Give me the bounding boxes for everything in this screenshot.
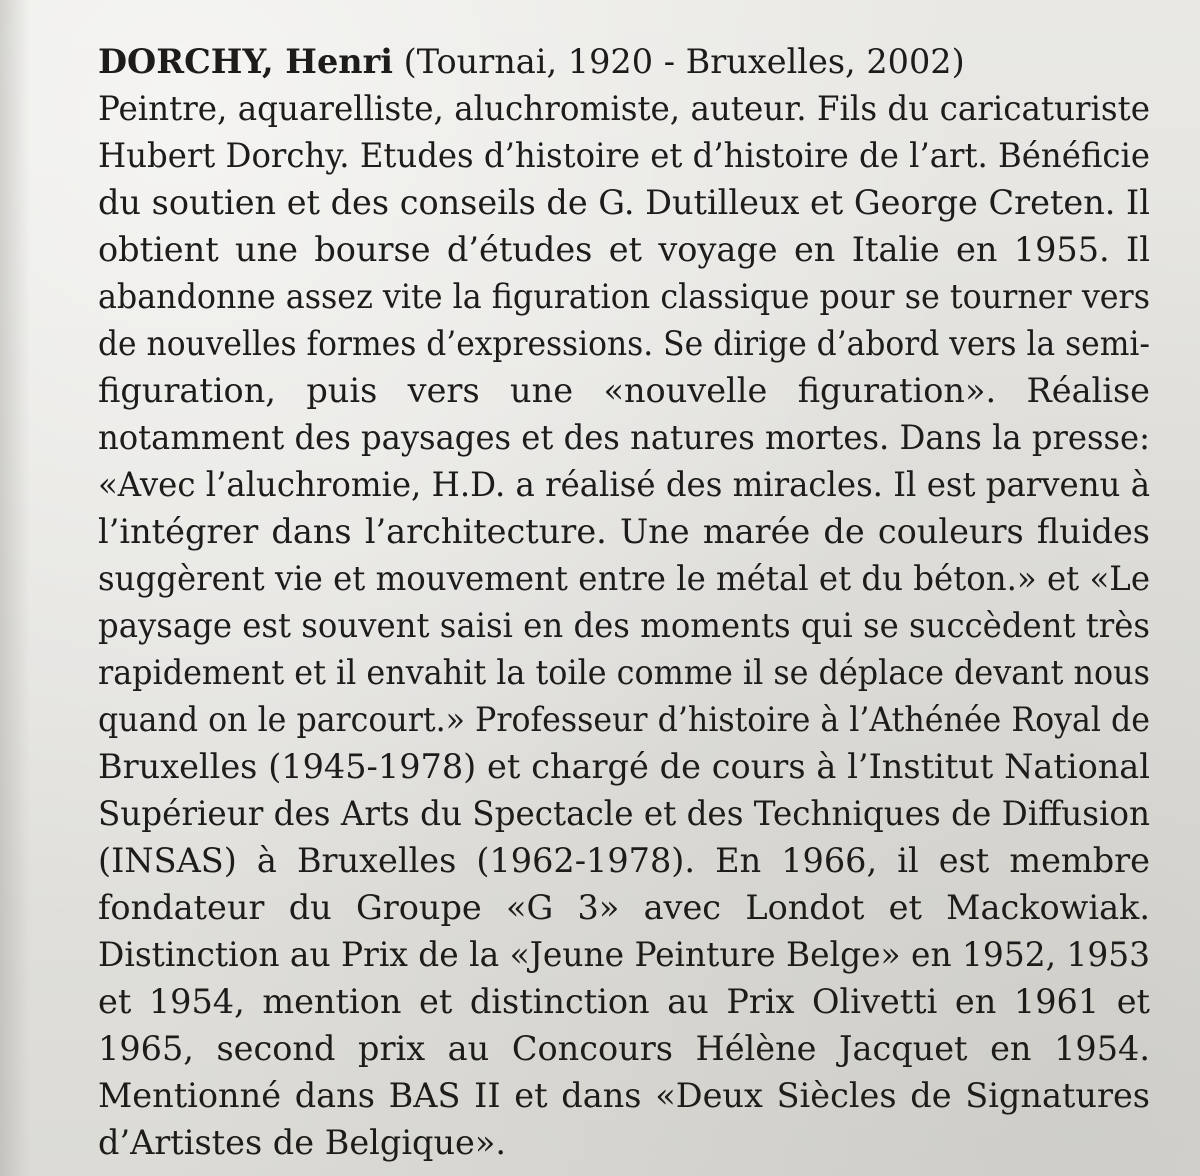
birth-death: (Tournai, 1920 - Bruxelles, 2002)	[393, 42, 965, 81]
text-line: (INSAS) à Bruxelles (1962-1978). En 1966, il est membre	[98, 841, 1150, 880]
text-line: Peintre, aquarelliste, aluchromiste, auteur. Fils du caricaturiste	[98, 89, 1150, 128]
text-line: «Avec l’aluchromie, H.D. a réalisé des miracles. Il est parvenu à	[98, 465, 1150, 504]
text-line: Distinction au Prix de la «Jeune Peinture Belge» en 1952, 1953	[98, 935, 1150, 974]
text-line: fondateur du Groupe «G 3» avec Londot et Mackowiak.	[98, 888, 1150, 927]
text-line: d’Artistes de Belgique».	[98, 1123, 507, 1162]
text-line: suggèrent vie et mouvement entre le métal et du béton.» et «Le	[98, 559, 1150, 598]
artist-name: DORCHY, Henri	[98, 42, 394, 81]
text-line: paysage est souvent saisi en des moments qui se succèdent très	[98, 606, 1150, 645]
biography-entry	[98, 38, 1150, 1166]
text-line: notamment des paysages et des natures mortes. Dans la presse:	[98, 418, 1150, 457]
text-line: figuration, puis vers une «nouvelle figuration». Réalise	[98, 371, 1150, 410]
text-line: et 1954, mention et distinction au Prix Olivetti en 1961 et	[98, 982, 1150, 1021]
text-line: abandonne assez vite la figuration classique pour se tourner vers	[98, 277, 1150, 316]
text-line: l’intégrer dans l’architecture. Une marée de couleurs fluides	[98, 512, 1150, 551]
entry-heading	[98, 38, 1150, 85]
text-line: Hubert Dorchy. Etudes d’histoire et d’histoire de l’art. Bénéficie	[98, 136, 1150, 175]
text-line: du soutien et des conseils de G. Dutilleux et George Creten. Il	[98, 183, 1150, 222]
text-line: Supérieur des Arts du Spectacle et des Techniques de Diffusion	[98, 794, 1150, 833]
text-line: 1965, second prix au Concours Hélène Jacquet en 1954.	[98, 1029, 1150, 1068]
text-line: quand on le parcourt.» Professeur d’histoire à l’Athénée Royal de	[98, 700, 1150, 739]
text-line: Mentionné dans BAS II et dans «Deux Siècles de Signatures	[98, 1076, 1150, 1115]
text-line: de nouvelles formes d’expressions. Se dirige d’abord vers la semi-	[98, 324, 1150, 363]
text-line: rapidement et il envahit la toile comme il se déplace devant nous	[98, 653, 1150, 692]
text-line: Bruxelles (1945-1978) et chargé de cours à l’Institut National	[98, 747, 1150, 786]
page-shadow	[0, 0, 30, 1176]
text-line: obtient une bourse d’études et voyage en Italie en 1955. Il	[98, 230, 1150, 269]
